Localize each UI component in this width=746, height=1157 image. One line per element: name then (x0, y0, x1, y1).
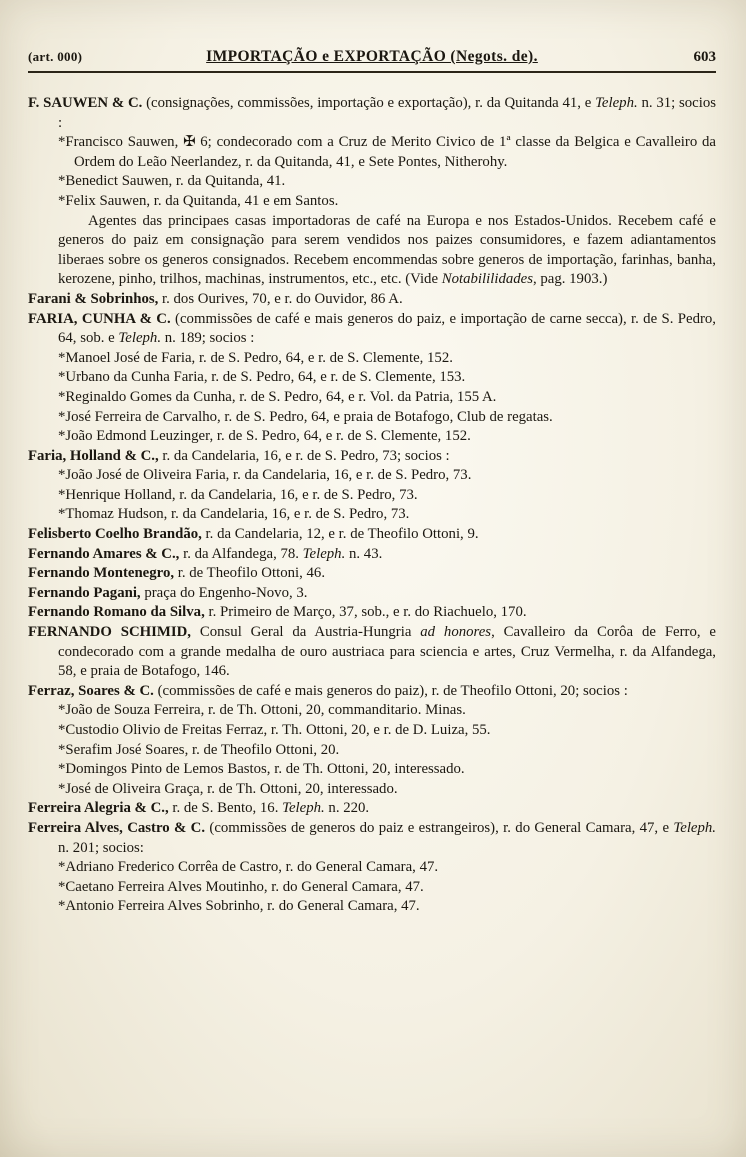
text-segment: *Felix Sauwen, r. da Quitanda, 41 e em Santos. (58, 192, 339, 209)
text-segment: *Serafim José Soares, r. de Theofilo Ottoni, 20. (58, 741, 340, 758)
partner-line (28, 172, 716, 192)
entry-name: FARIA, CUNHA & C. (28, 310, 171, 327)
directory-entry (28, 447, 716, 467)
entry-name: Fernando Pagani, (28, 584, 141, 601)
description-paragraph (28, 212, 716, 290)
text-segment: n. 201; socios: (58, 839, 144, 856)
partner-line (28, 701, 716, 721)
partner-line (28, 897, 716, 917)
entry-name: Ferraz, Soares & C. (28, 682, 154, 699)
directory-entry (28, 603, 716, 623)
text-segment: *João de Souza Ferreira, r. de Th. Ottoni, 20, commanditario. Minas. (58, 702, 466, 719)
partner-line (28, 486, 716, 506)
text-segment: *Antonio Ferreira Alves Sobrinho, r. do General Camara, 47. (58, 898, 420, 915)
entry-name: F. SAUWEN & C. (28, 95, 143, 111)
partner-line (28, 427, 716, 447)
text-segment: r. da Candelaria, 12, e r. de Theofilo Ottoni, 9. (201, 526, 479, 543)
text-segment: praça do Engenho-Novo, 3. (140, 584, 308, 601)
text-segment: (consignações, commissões, importação e exportação), r. da Quitanda 41, e (142, 95, 596, 111)
partner-line (28, 741, 716, 761)
italic-text: Teleph. (118, 330, 162, 347)
text-segment: *Urbano da Cunha Faria, r. de S. Pedro, 64, e r. de S. Clemente, 153. (58, 369, 466, 386)
partner-line (28, 858, 716, 878)
text-segment: *Francisco Sauwen, ✠ 6; condecorado com a Cruz de Merito Civico de 1ª classe da Belgica e Cavalleiro da Ordem do Leão Neerlandez, r. da Quitanda, 41, e Sete Pontes, Nitherohy. (58, 134, 716, 170)
text-segment: *José Ferreira de Carvalho, r. de S. Pedro, 64, e praia de Botafogo, Club de regatas. (58, 408, 553, 425)
partner-line (28, 780, 716, 800)
text-segment: n. 220. (324, 800, 370, 817)
text-segment: *Thomaz Hudson, r. da Candelaria, 16, e r. de S. Pedro, 73. (58, 506, 410, 523)
entry-name: Ferreira Alves, Castro & C. (28, 819, 206, 836)
text-segment: *Caetano Ferreira Alves Moutinho, r. do General Camara, 47. (58, 878, 424, 895)
text-segment: Consul Geral da Austria-Hungria (191, 624, 421, 641)
italic-text: Teleph. (673, 819, 716, 836)
directory-entry (28, 682, 716, 702)
text-segment: *Manoel José de Faria, r. de S. Pedro, 64, e r. de S. Clemente, 152. (58, 349, 453, 366)
entry-name: Farani & Sobrinhos, (28, 290, 159, 307)
partner-line (28, 721, 716, 741)
entry-name: Ferreira Alegria & C., (28, 800, 169, 817)
text-segment: n. 31; socios : (58, 95, 716, 131)
entry-name: Fernando Amares & C., (28, 545, 180, 562)
partner-line (28, 368, 716, 388)
directory-entry (28, 545, 716, 565)
text-segment: *Custodio Olivio de Freitas Ferraz, r. Th. Ottoni, 20, e r. de D. Luiza, 55. (58, 722, 491, 738)
directory-entry (28, 819, 716, 858)
text-segment: , Cavalleiro da Corôa de Ferro, e condecorado com a grande medalha de ouro austriaca para sciencia e artes, Cruz Vermelha, r. da Alfandega, 58, e praia de Botafogo, 146. (58, 624, 716, 680)
text-segment: r. da Alfandega, 78. (179, 545, 303, 562)
directory-entry (28, 799, 716, 819)
partner-line (28, 388, 716, 408)
entry-name: Fernando Montenegro, (28, 565, 175, 582)
text-segment: r. da Candelaria, 16, e r. de S. Pedro, 73; socios : (158, 447, 450, 464)
article-reference: (art. 000) (28, 49, 83, 64)
partner-line (28, 133, 716, 172)
text-segment: , pag. 1903.) (533, 271, 608, 288)
entry-name: FERNANDO SCHIMID, (28, 624, 192, 641)
partner-line (28, 408, 716, 428)
italic-text: Notabililidades (441, 271, 533, 288)
text-segment: (commissões de generos do paiz e estrangeiros), r. do General Camara, 47, e (205, 819, 674, 836)
text-segment: *Benedict Sauwen, r. da Quitanda, 41. (58, 173, 286, 190)
directory-entry (28, 94, 716, 133)
entry-name: Faria, Holland & C., (28, 447, 159, 464)
text-segment: r. dos Ourives, 70, e r. do Ouvidor, 86 A. (158, 290, 403, 307)
text-segment: *João José de Oliveira Faria, r. da Candelaria, 16, e r. de S. Pedro, 73. (58, 467, 472, 484)
page-title: IMPORTAÇÃO e EXPORTAÇÃO (Negots. de). (206, 48, 538, 65)
directory-entry (28, 584, 716, 604)
partner-line (28, 878, 716, 898)
entry-name: Felisberto Coelho Brandão, (28, 526, 202, 543)
text-segment: r. Primeiro de Março, 37, sob., e r. do Riachuelo, 170. (204, 604, 527, 621)
text-segment: *Domingos Pinto de Lemos Bastos, r. de Th. Ottoni, 20, interessado. (58, 761, 465, 778)
partner-line (28, 349, 716, 369)
text-segment: r. de S. Bento, 16. (168, 800, 283, 817)
text-segment: r. de Theofilo Ottoni, 46. (174, 565, 326, 582)
page-number: 603 (693, 49, 716, 65)
text-segment: (commissões de café e mais generos do paiz), r. de Theofilo Ottoni, 20; socios : (153, 682, 628, 699)
italic-text: Teleph. (282, 800, 325, 817)
text-segment: Agentes das principaes casas importadoras de café na Europa e nos Estados-Unidos. Recebem café e generos do paiz em consignação para serem vendidos nos paizes consumidores, e fazem adiantamentos liberaes sobre os generos consignados. Recebem encommendas sobre generos de importação, farinhas, banha, kerozene, pinho, trilhos, machinas, instrumentos, etc., etc. (Vide (58, 212, 716, 288)
directory-entry (28, 290, 716, 310)
directory-entry (28, 623, 716, 682)
partner-line (28, 466, 716, 486)
text-segment: n. 43. (345, 545, 383, 562)
entry-name: Fernando Romano da Silva, (28, 604, 205, 621)
partner-line (28, 505, 716, 525)
directory-entry (28, 310, 716, 349)
directory-entry (28, 525, 716, 545)
text-segment: *João Edmond Leuzinger, r. de S. Pedro, 64, e r. de S. Clemente, 152. (58, 428, 471, 445)
italic-text: Teleph. (302, 545, 346, 562)
text-segment: n. 189; socios : (161, 330, 255, 347)
partner-line (28, 760, 716, 780)
text-segment: *Adriano Frederico Corrêa de Castro, r. do General Camara, 47. (58, 859, 439, 876)
italic-text: ad honores (420, 624, 492, 641)
text-segment: *Henrique Holland, r. da Candelaria, 16, e r. de S. Pedro, 73. (58, 486, 418, 503)
italic-text: Teleph. (595, 95, 638, 111)
text-segment: (commissões de café e mais generos do paiz, e importação de carne secca), r. de S. Pedro, 64, sob. e (58, 310, 717, 347)
directory-entry (28, 564, 716, 584)
text-segment: *José de Oliveira Graça, r. de Th. Ottoni, 20, interessado. (58, 780, 398, 797)
text-segment: *Reginaldo Gomes da Cunha, r. de S. Pedro, 64, e r. Vol. da Patria, 155 A. (58, 388, 497, 405)
partner-line (28, 192, 716, 212)
page-header (28, 48, 716, 73)
page-body (28, 94, 716, 917)
